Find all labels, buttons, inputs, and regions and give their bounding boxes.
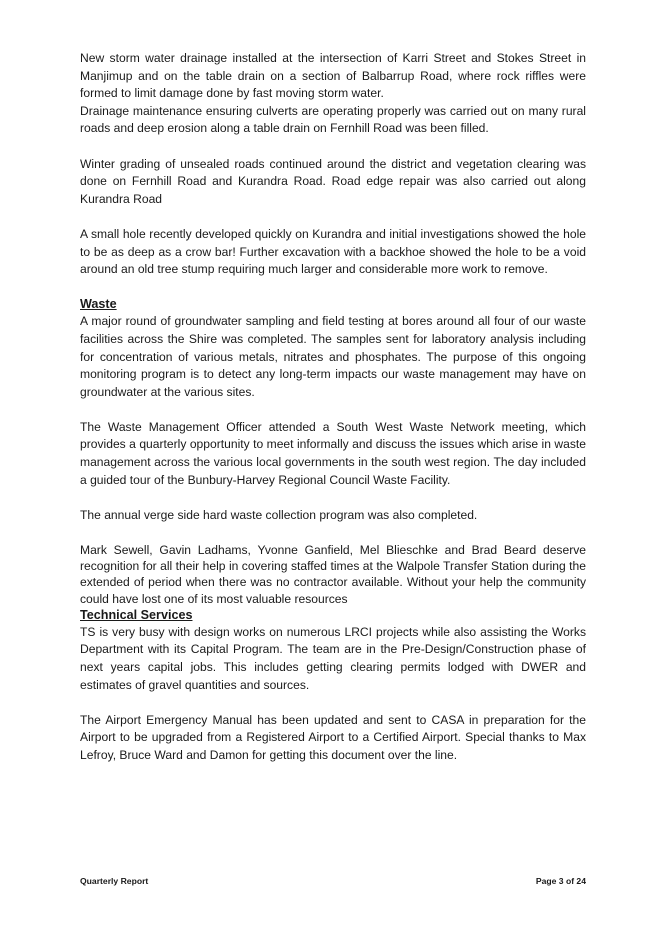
- paragraph-staff-recognition: Mark Sewell, Gavin Ladhams, Yvonne Ganfield, Mel Blieschke and Brad Beard deserve recognition for all their help in covering staffed times at the Walpole Transfer Station during the extended of period when there was no contractor available. Without your help the community could have lost one of its most valuable resources: [80, 543, 586, 606]
- spacer: [80, 489, 586, 507]
- section-heading-waste: Waste: [80, 297, 117, 312]
- footer-page-number: Page 3 of 24: [535, 876, 586, 886]
- paragraph-ts-design-works: TS is very busy with design works on numerous LRCI projects while also assisting the Works Department with its Capital Program. The team are in the Pre-Design/Construction phase of next years capital jobs. This includes getting clearing permits lodged with DWER and estimates of gravel quantities and sources.: [80, 624, 586, 692]
- page-body: [80, 50, 586, 765]
- paragraph-storm-water: New storm water drainage installed at the intersection of Karri Street and Stokes Street in Manjimup and on the table drain on a section of Balbarrup Road, where rock riffles were formed to limit damage done by fast moving storm water.: [80, 51, 586, 101]
- paragraph-winter-grading: Winter grading of unsealed roads continued around the district and vegetation clearing was done on Fernhill Road and Kurandra Road. Road edge repair was also carried out along Kurandra Road: [80, 156, 586, 206]
- spacer: [80, 694, 586, 712]
- spacer: [80, 208, 586, 226]
- paragraph-kurandra-hole: A small hole recently developed quickly on Kurandra and initial investigations showed the hole to be as deep as a crow bar! Further excavation with a backhoe showed the hole to be a void around an old tree stump requiring much larger and considerable more work to remove.: [80, 226, 586, 277]
- section-heading-technical-services: Technical Services: [80, 607, 193, 622]
- paragraph-waste-network-meeting: The Waste Management Officer attended a South West Waste Network meeting, which provides a quarterly opportunity to meet informally and discuss the issues which arise in waste management across the various local governments in the south west region. The day included a guided tour of the Bunbury-Harvey Regional Council Waste Facility.: [80, 419, 586, 487]
- spacer: [80, 279, 586, 297]
- footer-report-title: Quarterly Report: [80, 876, 149, 886]
- paragraph-hard-waste-collection: The annual verge side hard waste collection program was also completed.: [80, 507, 478, 522]
- paragraph-groundwater-sampling: A major round of groundwater sampling and field testing at bores around all four of our waste facilities across the Shire was completed. The samples sent for laboratory analysis including for concentration of various metals, nitrates and phosphates. The purpose of this ongoing monitoring program is to detect any long-term impacts our waste management may have on groundwater at the various sites.: [80, 314, 586, 399]
- spacer: [80, 138, 586, 156]
- paragraph-airport-manual: The Airport Emergency Manual has been updated and sent to CASA in preparation for the Airport to be upgraded from a Registered Airport to a Certified Airport. Special thanks to Max Lefroy, Bruce Ward and Damon for getting this document over the line.: [80, 712, 586, 762]
- paragraph-drainage-maintenance: Drainage maintenance ensuring culverts are operating properly was carried out on many rural roads and deep erosion along a table drain on Fernhill Road was been filled.: [80, 103, 586, 136]
- spacer: [80, 524, 586, 542]
- spacer: [80, 401, 586, 419]
